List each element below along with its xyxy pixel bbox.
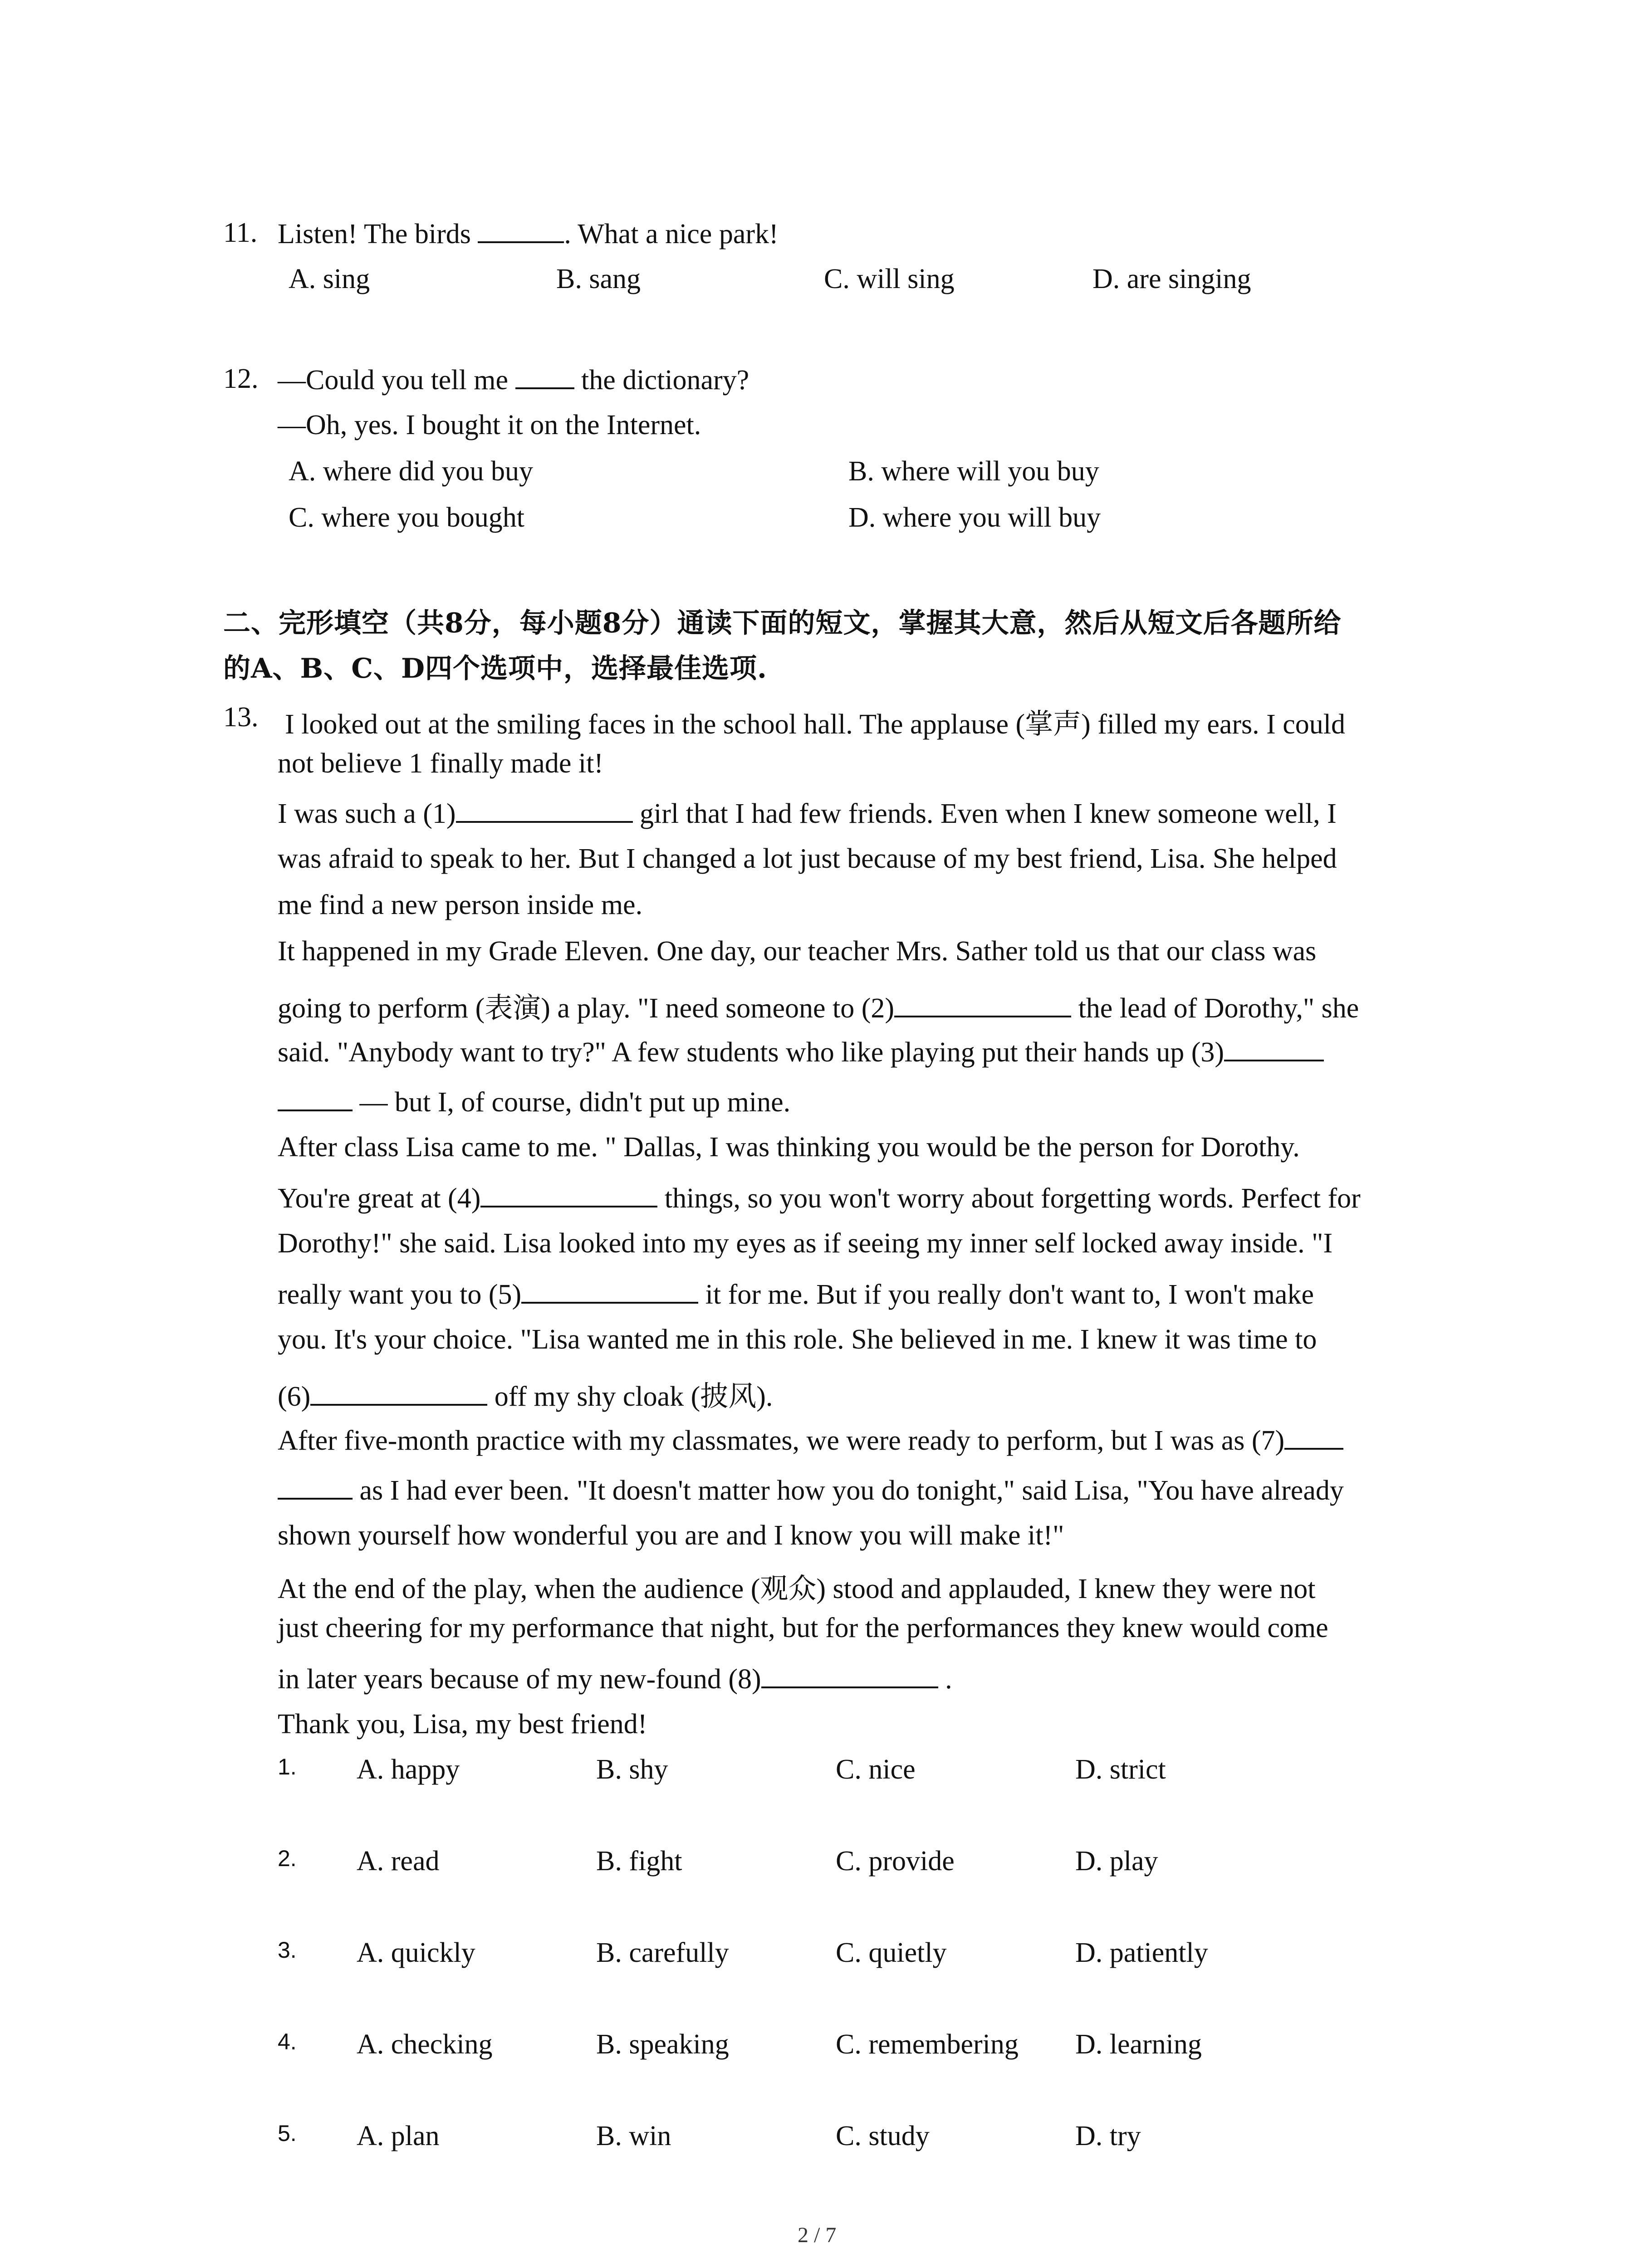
passage-text: as I had ever been. "It doesn't matter how you do tonight," said Lisa, "You have already — [359, 1475, 1344, 1506]
choice-number: 5. — [278, 2121, 297, 2146]
choice-number: 1. — [278, 1754, 297, 1779]
answer-blank — [894, 991, 1071, 1017]
stem-text: Listen! The birds — [278, 219, 471, 249]
option-d: D. are singing — [1092, 264, 1251, 294]
option-a: A. sing — [289, 264, 370, 294]
answer-blank — [278, 1473, 353, 1500]
answer-blank — [310, 1379, 487, 1406]
question-number: 11. — [223, 217, 258, 248]
question-number: 12. — [223, 363, 259, 394]
passage-line — [278, 1085, 790, 1119]
answer-blank — [1224, 1035, 1324, 1061]
passage-text: (6) — [278, 1381, 311, 1412]
option-c: C. remembering — [836, 2029, 1019, 2060]
passage-line — [278, 1035, 1324, 1069]
option-b: B. win — [596, 2121, 671, 2151]
dialogue-line-2: —Oh, yes. I bought it on the Internet. — [278, 410, 701, 440]
option-a: A. plan — [357, 2121, 440, 2151]
option-a: A. quickly — [357, 1937, 475, 1968]
option-b: B. shy — [596, 1754, 668, 1785]
passage-text: going to perform (表演) a play. "I need someone to (2) — [278, 993, 895, 1024]
passage-text: After five-month practice with my classmates, we were ready to perform, but I was as (7) — [278, 1425, 1285, 1456]
choice-number: 3. — [278, 1937, 297, 1963]
answer-blank — [521, 1277, 698, 1304]
answer-blank — [456, 797, 633, 823]
passage-line — [278, 1662, 952, 1696]
passage-line: After class Lisa came to me. " Dallas, I was thinking you would be the person for Dorothy. — [278, 1132, 1300, 1163]
option-c: C. nice — [836, 1754, 916, 1785]
passage-line — [278, 1277, 1314, 1311]
option-c: C. will sing — [824, 264, 955, 294]
option-a: A. read — [357, 1846, 440, 1877]
choice-number: 4. — [278, 2029, 297, 2054]
option-b: B. sang — [556, 264, 641, 294]
option-c: C. study — [836, 2121, 930, 2151]
section-heading-line-2: 的A、B、C、D四个选项中，选择最佳选项. — [223, 653, 767, 684]
option-d: D. try — [1075, 2121, 1141, 2151]
passage-text: off my shy cloak (披风). — [494, 1381, 773, 1412]
passage-line: just cheering for my performance that night, but for the performances they knew would come — [278, 1613, 1328, 1643]
answer-blank — [278, 1085, 353, 1111]
passage-text: girl that I had few friends. Even when I knew someone well, I — [640, 798, 1337, 829]
passage-line — [278, 797, 1337, 830]
passage-text: the lead of Dorothy," she — [1078, 993, 1359, 1024]
passage-line — [278, 1181, 1361, 1215]
passage-text: things, so you won't worry about forgetting words. Perfect for — [664, 1183, 1361, 1214]
stem-text: . What a nice park! — [564, 219, 779, 249]
passage-line: shown yourself how wonderful you are and I know you will make it!" — [278, 1520, 1064, 1551]
passage-line: was afraid to speak to her. But I changed a lot just because of my best friend, Lisa. She helped — [278, 843, 1337, 874]
answer-blank — [478, 217, 564, 243]
choice-number: 2. — [278, 1846, 297, 1871]
option-c: C. quietly — [836, 1937, 947, 1968]
option-a: A. checking — [357, 2029, 493, 2060]
passage-line: you. It's your choice. "Lisa wanted me in this role. She believed in me. I knew it was time to — [278, 1324, 1317, 1355]
passage-text: in later years because of my new-found (8) — [278, 1664, 761, 1695]
question-stem — [278, 217, 779, 250]
passage-line — [278, 1423, 1343, 1457]
passage-line: At the end of the play, when the audience (观众) stood and applauded, I knew they were not — [278, 1574, 1316, 1604]
passage-text: You're great at (4) — [278, 1183, 481, 1214]
option-d: D. strict — [1075, 1754, 1166, 1785]
passage-line: I looked out at the smiling faces in the school hall. The applause (掌声) filled my ears. I could — [285, 709, 1346, 740]
option-a: A. where did you buy — [289, 456, 533, 487]
option-d: D. patiently — [1075, 1937, 1208, 1968]
passage-line: me find a new person inside me. — [278, 890, 643, 920]
option-d: D. play — [1075, 1846, 1158, 1877]
passage-text: said. "Anybody want to try?" A few students who like playing put their hands up (3) — [278, 1037, 1224, 1068]
question-number: 13. — [223, 702, 259, 733]
stem-text: the dictionary? — [581, 365, 749, 396]
option-d: D. where you will buy — [848, 502, 1101, 533]
passage-text: . — [945, 1664, 952, 1695]
passage-line — [278, 985, 1359, 1026]
option-c: C. provide — [836, 1846, 955, 1877]
option-b: B. fight — [596, 1846, 682, 1877]
option-d: D. learning — [1075, 2029, 1202, 2060]
answer-blank — [480, 1181, 657, 1207]
option-c: C. where you bought — [289, 502, 525, 533]
passage-line: Dorothy!" she said. Lisa looked into my eyes as if seeing my inner self locked away inside. "I — [278, 1228, 1333, 1259]
option-a: A. happy — [357, 1754, 460, 1785]
option-b: B. speaking — [596, 2029, 729, 2060]
option-b: B. where will you buy — [848, 456, 1099, 487]
section-heading-line-1: 二、完形填空（共8分，每小题8分）通读下面的短文，掌握其大意，然后从短文后各题所给 — [223, 607, 1342, 639]
answer-blank — [515, 363, 574, 389]
passage-text: — but I, of course, didn't put up mine. — [359, 1087, 791, 1118]
passage-text: really want you to (5) — [278, 1279, 522, 1310]
passage-text: it for me. But if you really don't want to, I won't make — [705, 1279, 1314, 1310]
passage-line — [278, 1473, 1344, 1507]
passage-text: I was such a (1) — [278, 798, 456, 829]
answer-blank — [1284, 1423, 1343, 1450]
passage-line — [278, 1374, 773, 1414]
passage-line: not believe 1 finally made it! — [278, 748, 603, 779]
page-number: 2 / 7 — [798, 2223, 837, 2247]
passage-line: Thank you, Lisa, my best friend! — [278, 1709, 647, 1740]
option-b: B. carefully — [596, 1937, 729, 1968]
passage-line: It happened in my Grade Eleven. One day, our teacher Mrs. Sather told us that our class was — [278, 936, 1317, 967]
dialogue-line-1 — [278, 363, 749, 396]
answer-blank — [761, 1662, 938, 1688]
stem-text: —Could you tell me — [278, 365, 509, 396]
